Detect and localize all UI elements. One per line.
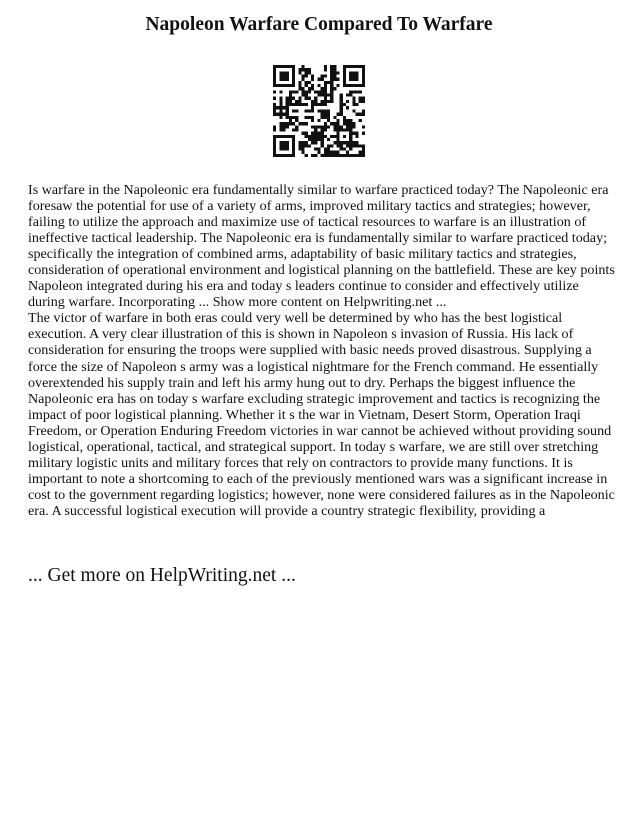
get-more-link[interactable]: ... Get more on HelpWriting.net ... xyxy=(28,565,296,586)
document-body xyxy=(28,182,618,519)
paragraph: The victor of warfare in both eras could very well be determined by who has the best logistical execution. A very clear illustration of this is shown in Napoleon s invasion of Russia. His lack of consideration for ensuring the troops were supplied with basic needs proved disastrous. Supplying a force the size of Napoleon s army was a logistical nightmare for the French command. He essentially overextended his supply train and left his army hung out to dry. Perhaps the biggest influence the Napoleonic era has on today s warfare excluding strategic improvement and tactics is recognizing the impact of poor logistical planning. Whether it s the war in Vietnam, Desert Storm, Operation Iraqi Freedom, or Operation Enduring Freedom victories in war cannot be achieved without providing sound logistical, operational, tactical, and strategical support. In today s warfare, we are still over stretching military logistic units and military forces that rely on contractors to provide many functions. It is important to note a shortcoming to each of the previously mentioned wars was a significant increase in cost to the government regarding logistics; however, none were considered failures as in the Napoleonic era. A successful logistical execution will provide a country strategic flexibility, providing a xyxy=(28,310,615,519)
document-title: Napoleon Warfare Compared To Warfare xyxy=(145,14,493,35)
paragraph: Is warfare in the Napoleonic era fundamentally similar to warfare practiced today? The Napoleonic era foresaw the potential for use of a variety of arms, improved military tactics and strategies; however, failing to utilize the approach and maximize use of tactical resources to warfare is an illustration of ineffective tactical leadership. The Napoleonic era is fundamentally similar to warfare practiced today; specifically the integration of combined arms, adaptability of basic military tactics and strategies, consideration of operational environment and logistical planning on the battlefield. These are key points Napoleon integrated during his era and today s leaders continue to consider and effectively utilize during warfare. Incorporating ... Show more content on Helpwriting.net ... xyxy=(28,182,615,311)
qr-code-icon xyxy=(273,65,365,157)
